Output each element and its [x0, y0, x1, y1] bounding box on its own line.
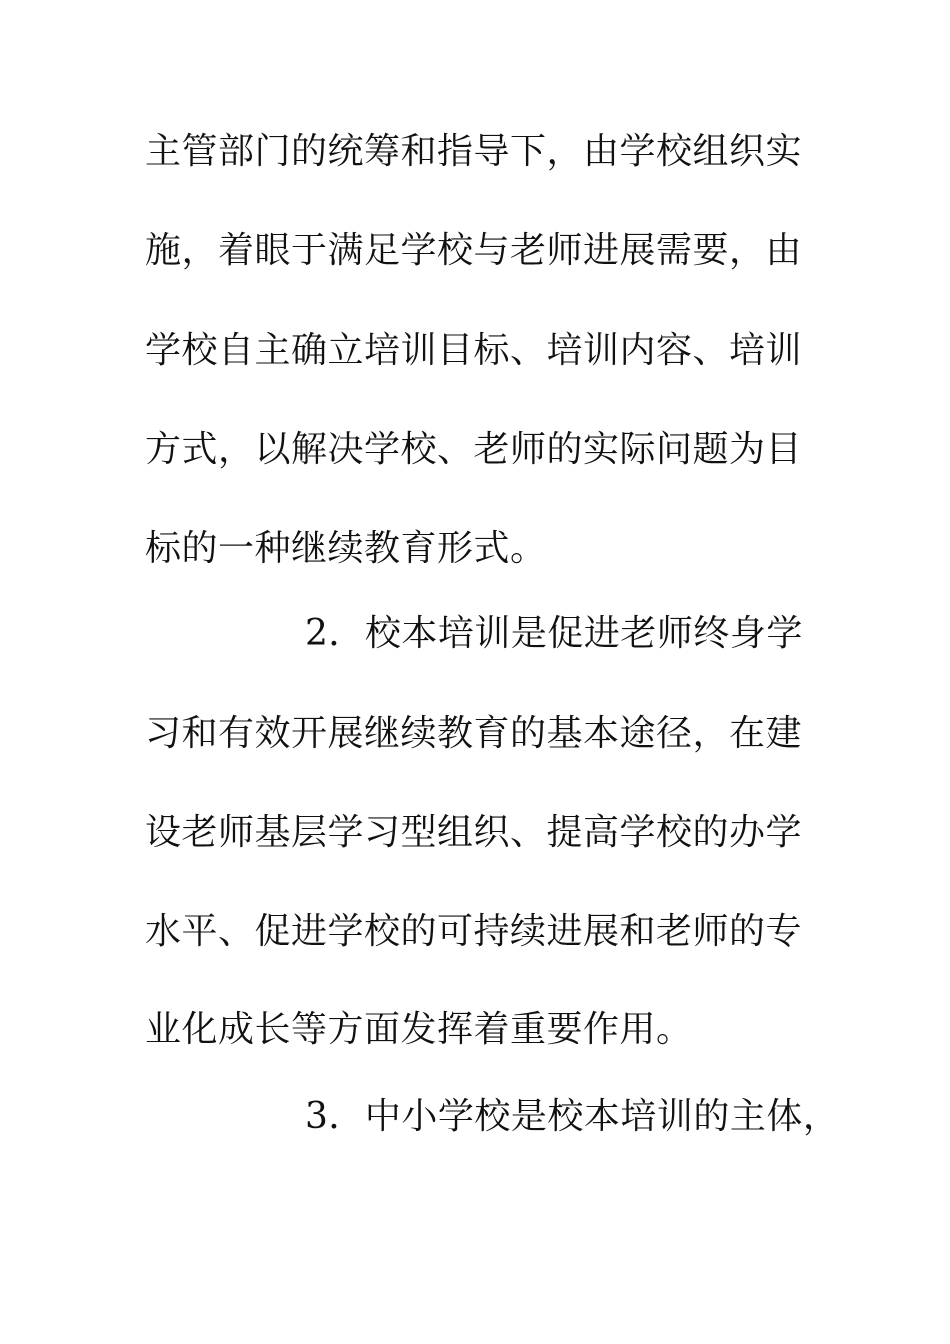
paragraph-3-first-line: 3．中小学校是校本培训的主体， — [305, 1096, 840, 1137]
paragraph-2-first-line: 2．校本培训是促进老师终身学 — [305, 613, 803, 654]
text-line: 方式，以解决学校、老师的实际问题为目 — [145, 429, 803, 470]
text-line: 主管部门的统筹和指导下，由学校组织实 — [145, 131, 803, 172]
text-line: 标的一种继续教育形式。 — [145, 528, 547, 569]
text-line: 学校自主确立培训目标、培训内容、培训 — [145, 330, 803, 371]
text-line: 习和有效开展继续教育的基本途径，在建 — [145, 713, 803, 754]
text-line: 设老师基层学习型组织、提高学校的办学 — [145, 812, 803, 853]
text-line: 施，着眼于满足学校与老师进展需要，由 — [145, 230, 803, 271]
text-line: 水平、促进学校的可持续进展和老师的专 — [145, 911, 803, 952]
text-line: 业化成长等方面发挥着重要作用。 — [145, 1009, 693, 1050]
